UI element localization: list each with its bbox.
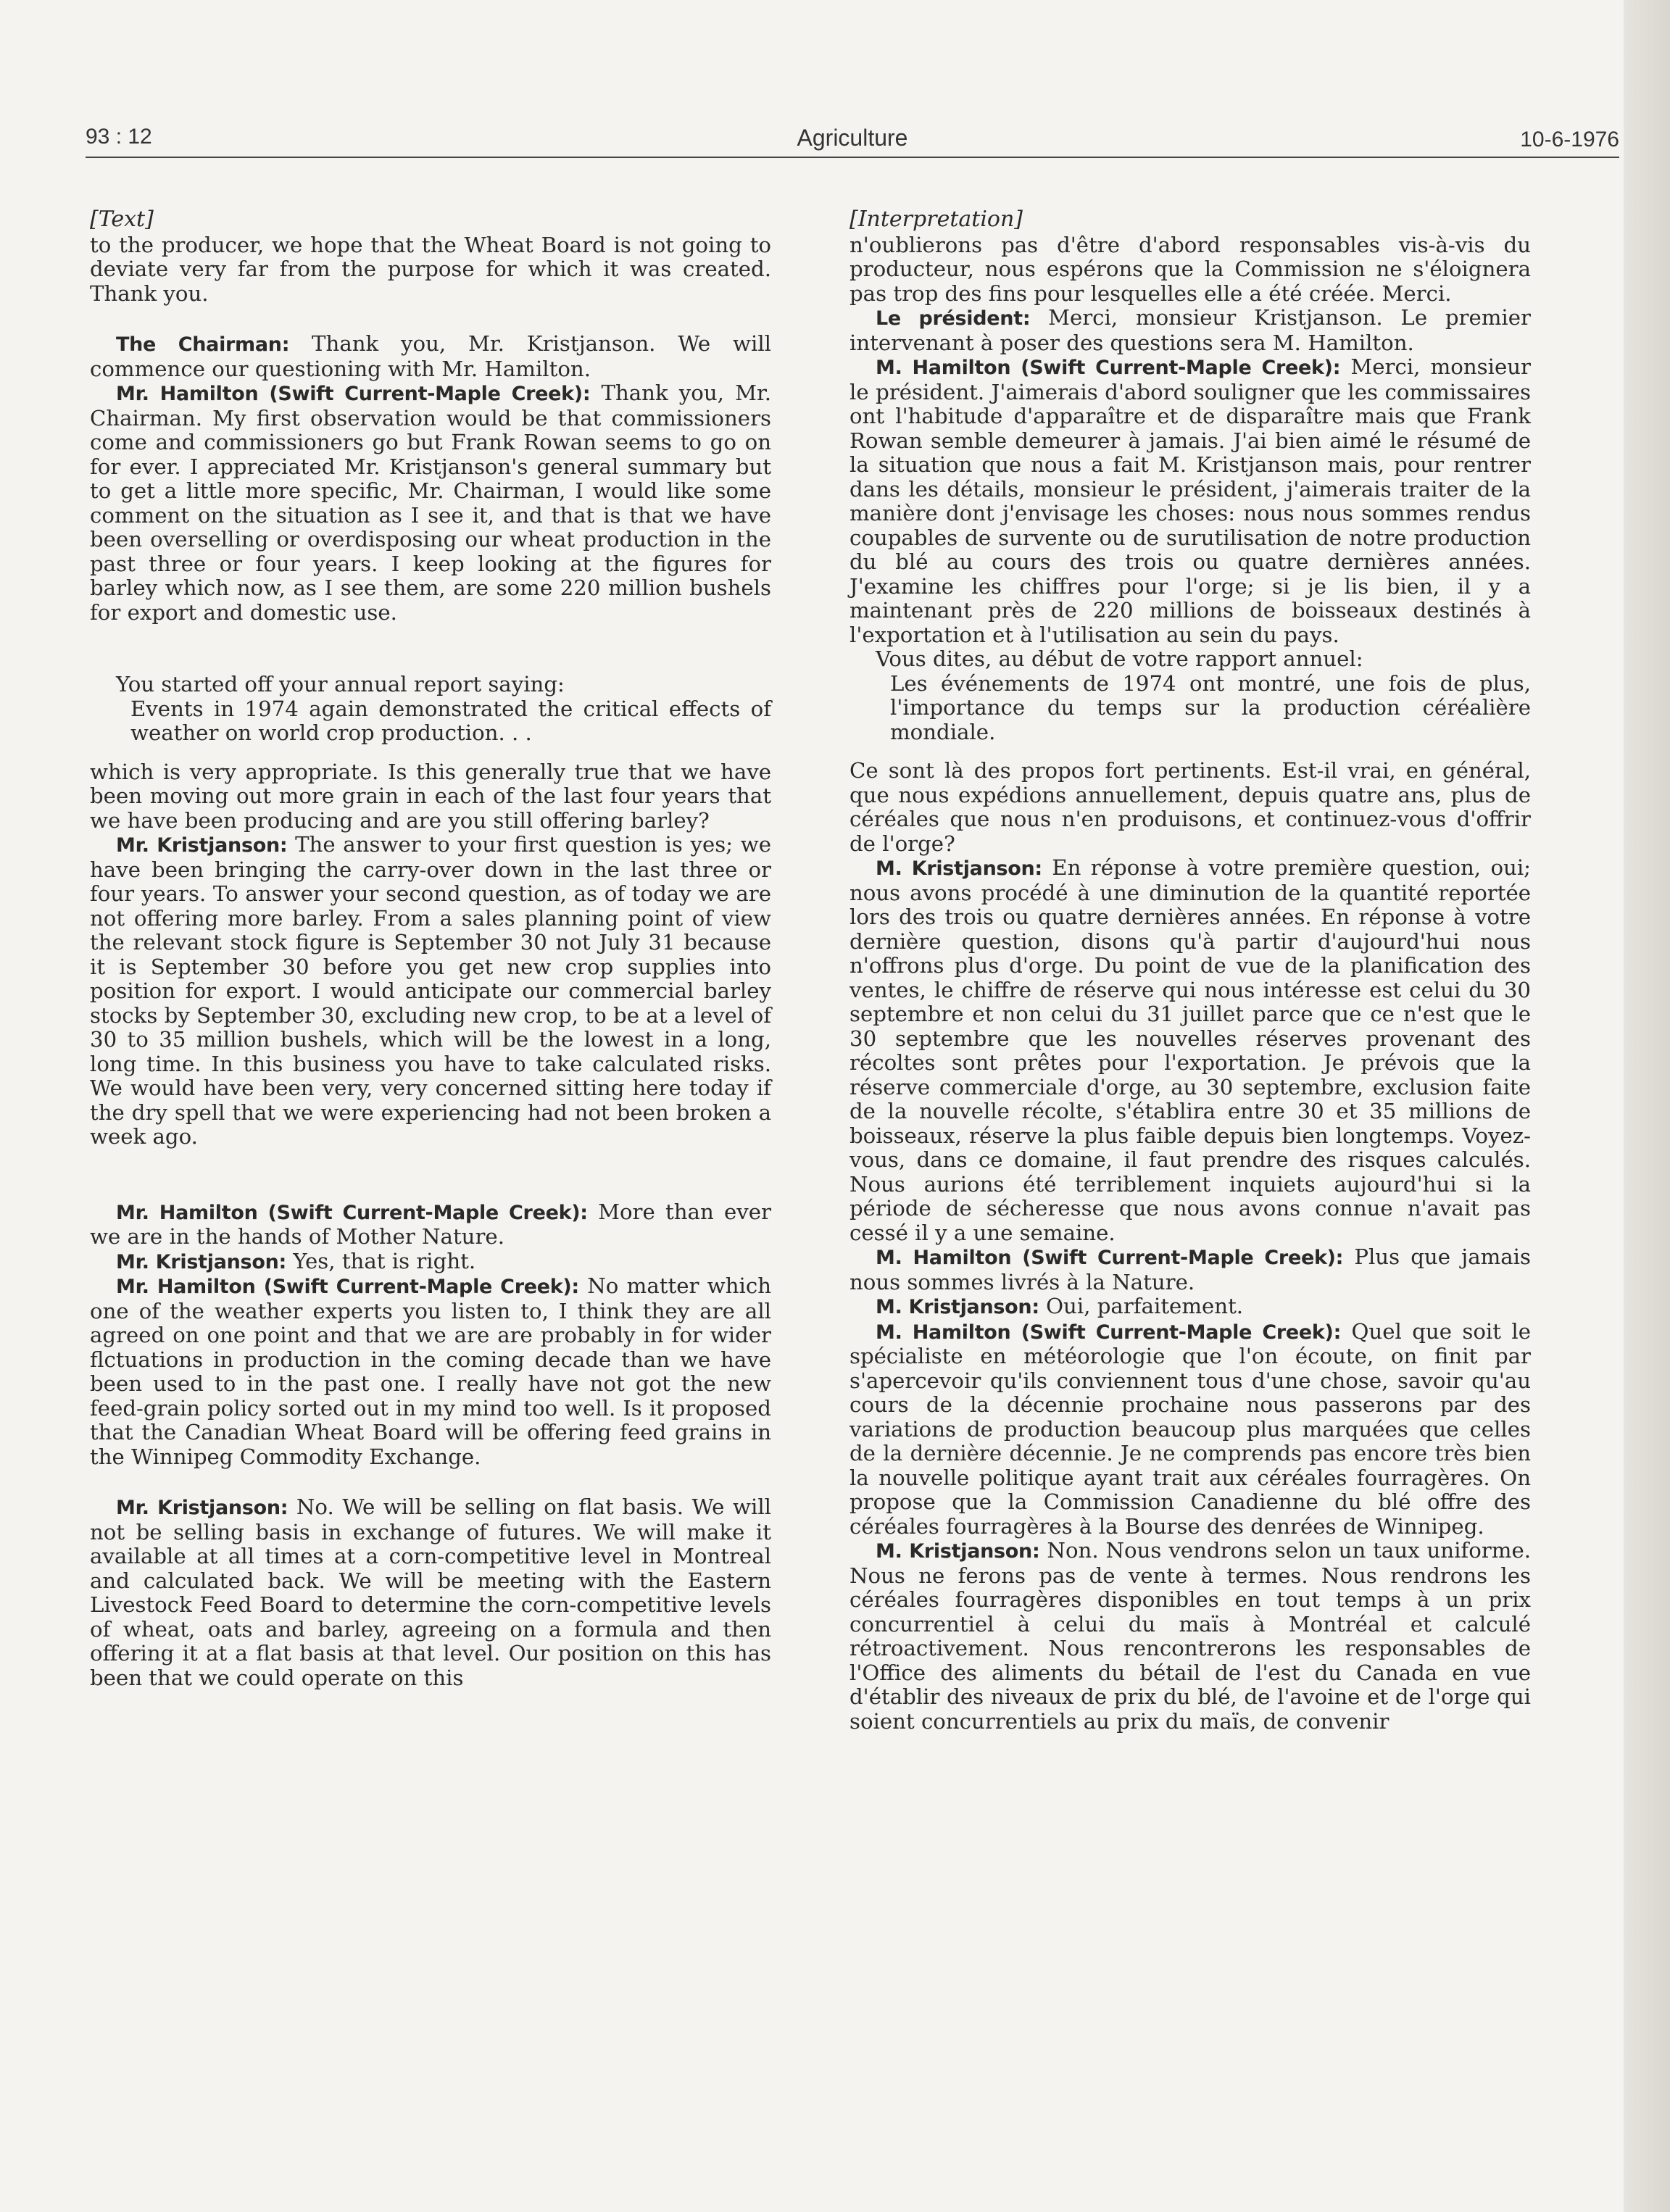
speech [90,1274,771,1469]
header-rule [86,157,1619,158]
speech [849,1320,1531,1539]
speaker: M. Hamilton (Swift Current-Maple Creek): [876,357,1341,379]
speech [849,1294,1531,1320]
speaker: Mr. Kristjanson: [116,1497,288,1519]
speaker: M. Hamilton (Swift Current-Maple Creek): [876,1247,1344,1269]
speech-text: Merci, monsieur Kristjanson. Le premier intervenant à poser des questions sera M. Hamilton. [849,305,1531,355]
speaker: M. Kristjanson: [876,1540,1040,1563]
speech-text: Non. Nous vendrons selon un taux uniforme. Nous ne ferons pas de vente à termes. Nous rendrons les céréales fourragères disponibles en tout temps à un prix concurrentiel à celui du maïs à Montréal et calculé rétroactivement. Nous rencontrerons les responsables de l'Office des aliments du bétail de l'est du Canada en vue d'établir des niveaux de prix du blé, de l'avoine et de l'orge qui soient concurrentiels au prix du maïs, de convenir [849,1538,1531,1734]
paragraph: Vous dites, au début de votre rapport annuel: [876,646,1363,671]
speaker: Le président: [876,307,1031,330]
paragraph: which is very appropriate. Is this generally true that we have been moving out more grain in each of the last four years that we have been producing and are you still offering barley? [90,759,771,833]
speech [90,1200,771,1250]
column-tag: [Interpretation] [849,207,1023,232]
speech [849,1539,1531,1734]
english-column [90,207,771,1690]
speech-text: Thank you, Mr. Kristjanson. We will commence our questioning with Mr. Hamilton. [90,331,772,381]
page-edge-shadow [1624,0,1670,2212]
speech-text: The answer to your first question is yes; we have been bringing the carry-over down in the last three or four years. To answer your second question, as of today we are not offering more barley. From a sales planning point of view the relevant stock figure is September 30 not July 31 because it is September 30 before you get new crop supplies into position for export. I would anticipate our commercial barley stocks by September 30, excluding new crop, to be at a level of 30 to 35 million bushels, which will be the lowest in a long, long time. In this business you have to take calculated risks. We would have been very, very concerned sitting here today if the dry spell that we were experiencing had not been broken a week ago. [90,832,772,1149]
page-date: 10-6-1976 [1520,128,1619,151]
quotation: Les événements de 1974 ont montré, une fois de plus, l'importance du temps sur la production céréalière mondiale. [890,670,1531,744]
speech-text: Plus que jamais nous sommes livrés à la Nature. [849,1244,1531,1294]
french-column [849,207,1531,1734]
speaker: Mr. Hamilton (Swift Current-Maple Creek): [116,383,591,405]
speech [90,332,771,381]
quotation: Events in 1974 again demonstrated the critical effects of weather on world crop production. . . [130,696,771,745]
page-title: Agriculture [797,125,908,151]
speech-text: Thank you, Mr. Chairman. My first observation would be that commissioners come and commissioners go but Frank Rowan seems to go on for ever. I appreciated Mr. Kristjanson's general summary but to get a little more specific, Mr. Chairman, I would like some comment on the situation as I see it, and that is that we have been overselling or overdisposing our wheat production in the past three or four years. I keep looking at the figures for barley which now, as I see them, are some 220 million bushels for export and domestic use. [90,381,771,625]
speech [849,355,1531,647]
speech [90,381,771,625]
page-header [86,123,1619,158]
speech-text: No. We will be selling on flat basis. We will not be selling basis in exchange of futures. We will make it available at all times at a corn-competitive level in Montreal and calculated back. We will be meeting with the Eastern Livestock Feed Board to determine the corn-competitive levels of wheat, oats and barley, agreeing on a formula and then offering it at a flat basis at that level. Our position on this has been that we could operate on this [90,1494,771,1690]
speech-text: Quel que soit le spécialiste en météorologie que l'on écoute, on finit par s'apercevoir qu'ils conviennent tous d'une chose, savoir qu'au cours de la décennie prochaine nous passerons par des variations de production beaucoup plus marquées que celles de la dernière décennie. Je ne comprends pas encore très bien la nouvelle politique ayant trait aux céréales fourragères. On propose que la Commission Canadienne du blé offre des céréales fourragères à la Bourse des denrées de Winnipeg. [849,1318,1531,1539]
paragraph: n'oublierons pas d'être d'abord responsables vis-à-vis du producteur, nous espérons que la Commission ne s'éloignera pas trop des fins pour lesquelles elle a été créée. Merci. [849,232,1531,306]
speech-text: Merci, monsieur le président. J'aimerais d'abord souligner que les commissaires ont l'habitude d'apparaître et de disparaître mais que Frank Rowan semble demeurer à jamais. J'ai bien aimé le résumé de la situation que nous a fait M. Kristjanson mais, pour rentrer dans les détails, monsieur le président, j'aimerais traiter de la manière dont j'envisage les choses: nous nous sommes rendus coupables de survente ou de surutilisation de notre production du blé au cours des trois ou quatre dernières années. J'examine les chiffres pour l'orge; si je lis bien, il y a maintenant près de 220 millions de boisseaux destinés à l'exportation et à l'utilisation au sein du pays. [849,354,1531,647]
speech-text: More than ever we are in the hands of Mother Nature. [90,1199,772,1249]
speech-text: Oui, parfaitement. [1039,1294,1244,1318]
speaker: Mr. Kristjanson: [116,834,288,857]
speech-text: Yes, that is right. [286,1248,476,1273]
paragraph: Ce sont là des propos fort pertinents. Est-il vrai, en général, que nous expédions annuellement, depuis quatre ans, plus de céréales que nous n'en produisons, et continuez-vous d'offrir de l'orge? [849,758,1531,856]
speech [849,306,1531,355]
speech-text: En réponse à votre première question, oui; nous avons procédé à une diminution de la quantité reportée lors des trois ou quatre dernières années. En réponse à votre dernière question, disons qu'à partir d'aujourd'hui nous n'offrons plus d'orge. Du point de vue de la planification des ventes, le chiffre de réserve qui nous intéresse est celui du 30 septembre et non celui du 31 juillet parce que ce n'est que le 30 septembre que les nouvelles réserves provenant des récoltes sont prêtes pour l'exportation. Je prévois que la réserve commerciale d'orge, au 30 septembre, exclusion faite de la nouvelle récolte, s'établira entre 30 et 35 millions de boisseaux, réserve la plus faible depuis bien longtemps. Voyez-vous, dans ce domaine, il faut prendre des risques calculés. Nous aurions été terriblement inquiets aujourd'hui si la période de sécheresse que nous avons connue n'avait pas cessé il y a une semaine. [849,855,1531,1245]
paragraph: to the producer, we hope that the Wheat Board is not going to deviate very far from the purpose for which it was created. Thank you. [90,232,771,306]
paragraph: You started off your annual report saying: [116,672,565,697]
speech [90,1250,771,1275]
speaker: Mr. Hamilton (Swift Current-Maple Creek): [116,1201,588,1224]
column-tag: [Text] [90,207,154,232]
speech-text: No matter which one of the weather experts you listen to, I think they are all agreed on one point and that we are are probably in for wider flctuations in production in the coming decade than we have been used to in the past one. I really have not got the new feed-grain policy sorted out in my mind too well. Is it proposed that the Canadian Wheat Board will be offering feed grains in the Winnipeg Commodity Exchange. [90,1273,771,1469]
speaker: Mr. Kristjanson: [116,1250,286,1273]
speech [90,1495,771,1690]
speaker: M. Hamilton (Swift Current-Maple Creek): [876,1321,1342,1344]
speech [849,1245,1531,1294]
speech [90,833,771,1149]
page-number: 93 : 12 [86,125,152,149]
speaker: M. Kristjanson: [876,857,1042,880]
speaker: The Chairman: [116,333,290,356]
speaker: M. Kristjanson: [876,1296,1039,1318]
speech [849,856,1531,1245]
speaker: Mr. Hamilton (Swift Current-Maple Creek): [116,1276,579,1298]
